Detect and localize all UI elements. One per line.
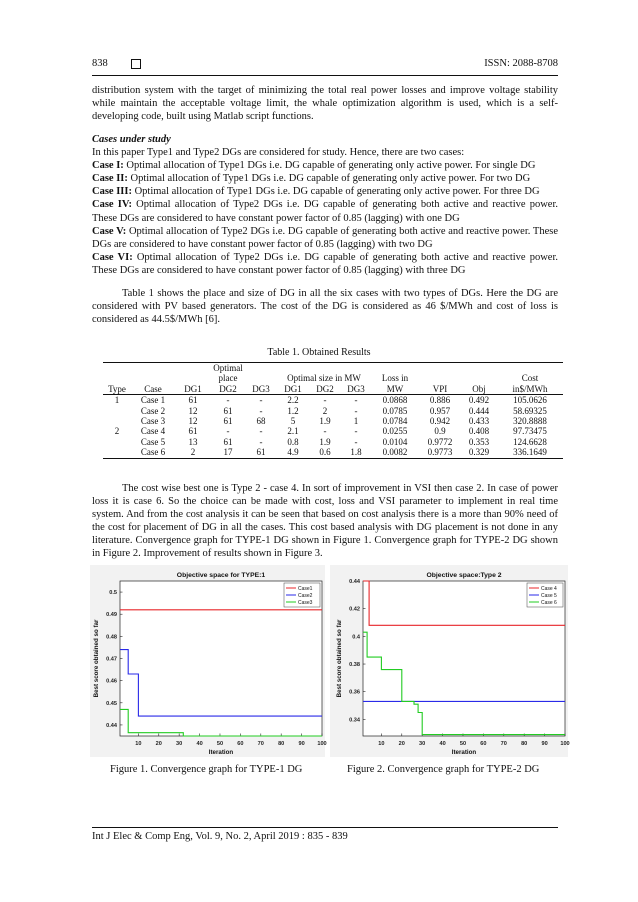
running-header [92,58,558,74]
col-type: Type [103,363,131,395]
legend-label: Case2 [298,593,313,599]
cell-type: 2 [114,426,120,437]
x-tick-label: 10 [135,741,142,747]
legend-label: Case 6 [541,600,557,606]
cases-intro: In this paper Type1 and Type2 DGs are considered for study. Hence, there are two cases: [92,147,465,159]
x-tick-label: 100 [317,741,327,747]
cell-s2: 1.9 [319,436,331,447]
x-tick-label: 60 [480,741,487,747]
col-optimal-size: Optimal size in MW [287,373,361,384]
y-tick-label: 0.47 [106,656,117,663]
cell-case: Case 3 [140,416,166,427]
y-tick-label: 0.44 [349,579,360,585]
x-tick-label: 70 [500,741,507,747]
cell-s1: 2.2 [287,395,299,406]
cell-loss: 0.0784 [382,416,408,427]
table-header-row [103,363,563,374]
cell-p1: 2 [175,447,211,458]
table-row [103,416,563,426]
intro-paragraph: distribution system with the target of minimizing the total real power losses and improve voltage stability while maintain the acceptable voltage limit, the whale optimization algorithm is used, which is a self-developing code, built using Matlab script functions. [92,85,558,123]
cell-obj: 0.353 [468,436,490,447]
cell-p3: 68 [256,416,266,427]
cell-case: Case 6 [131,447,175,458]
cell-s1: 0.8 [287,436,299,447]
cell-cost: 336.1649 [497,447,563,458]
cell-s2: - [323,395,327,406]
cell-case: Case 4 [140,426,166,437]
figure-1 [90,565,325,757]
x-tick-label: 90 [541,741,548,747]
x-axis-label: Iteration [451,749,477,756]
cases-heading: Cases under study [92,134,171,145]
x-tick-label: 50 [459,741,467,747]
legend-label: Case 5 [541,593,557,599]
cell-s3: - [354,436,358,447]
cell-s1: 1.2 [287,405,299,416]
case-item: Case VI: Optimal allocation of Type2 DGs i.e. DG capable of generating both active and reactive power. These DGs are considered to have constant power factor of 0.85 (lagging) with three DG [92,251,558,276]
cell-s2: - [323,426,327,437]
table-subheader-row: DG1 DG2 DG3 DG1 DG2 DG3 [103,384,563,395]
col-obj: Obj [461,363,497,395]
y-tick-label: 0.46 [106,678,117,685]
cell-p1: 13 [188,436,198,447]
col-vpi: VPI [419,363,461,395]
x-tick-label: 20 [155,741,162,747]
cell-p3: 61 [245,447,277,458]
cell-cost: 320.8888 [513,416,547,427]
cell-obj: 0.408 [468,426,490,437]
cell-s2: 0.6 [309,447,341,458]
y-axis-label: Best score obtained so far [336,619,343,698]
col-optimal-place-2: place [218,373,238,384]
cell-obj: 0.492 [468,395,490,406]
x-tick-label: 10 [378,741,385,747]
cell-p2: 61 [223,416,233,427]
y-axis-label: Best score obtained so far [93,619,100,698]
cell-p1: 12 [188,405,198,416]
cell-s3: - [354,405,358,416]
convergence-chart-type1 [90,565,325,757]
col-loss: Loss in MW [371,363,419,395]
cell-s3: - [354,395,358,406]
cell-p2: - [226,395,230,406]
cell-type [103,416,131,426]
cell-type: 1 [114,395,120,406]
cell-case: Case 1 [140,395,166,406]
col-optimal-place-1: Optimal [211,363,245,374]
cell-s3: 1 [353,416,359,427]
x-tick-label: 30 [176,741,183,747]
cell-s2: 2 [322,405,328,416]
cell-cost: 58.69325 [513,405,547,416]
y-tick-label: 0.36 [349,689,360,696]
x-tick-label: 70 [257,741,264,747]
checkbox-square-icon [131,59,141,69]
y-tick-label: 0.34 [349,717,360,724]
cell-type [103,437,131,447]
cell-loss: 0.0255 [382,426,408,437]
col-case: Case [131,363,175,395]
y-tick-label: 0.49 [106,612,117,619]
cell-obj: 0.329 [461,447,497,458]
table-row [103,437,563,447]
cell-p3: - [259,405,263,416]
cell-loss: 0.0785 [382,405,408,416]
case-item: Case II: Optimal allocation of Type1 DGs i.e. DG capable of generating only active power. For two DG [92,173,531,185]
page-number: 838 [92,58,108,69]
y-tick-label: 0.42 [349,606,360,613]
y-tick-label: 0.38 [349,662,360,669]
cell-case: Case 5 [140,436,166,447]
cell-loss: 0.0104 [382,436,408,447]
cell-cost: 105.0626 [513,395,547,406]
cell-type [103,447,131,458]
cell-p3: - [259,395,263,406]
x-tick-label: 30 [419,741,426,747]
table-paragraph: Table 1 shows the place and size of DG in all the six cases with two types of DGs. Here the DG are considered with PV based generators. The cost of the DG is considered as 46 $/MWh and cost of loss is considered as 44.5$/MWh [6]. [92,288,558,326]
cell-obj: 0.433 [468,416,490,427]
cell-s1: 4.9 [277,447,309,458]
figure-2 [330,565,568,757]
header-divider [92,75,558,76]
figure-1-caption: Figure 1. Convergence graph for TYPE-1 DG [110,764,303,775]
cases-section [92,133,558,277]
legend-label: Case3 [298,600,313,606]
footer-citation: Int J Elec & Comp Eng, Vol. 9, No. 2, April 2019 : 835 - 839 [92,831,348,842]
cell-s1: 2.1 [287,426,299,437]
cell-vpi: 0.957 [429,405,451,416]
cell-s2: 1.9 [319,416,331,427]
cell-s3: - [354,426,358,437]
cell-case: Case 2 [140,405,166,416]
table-caption: Table 1. Obtained Results [267,347,371,358]
cell-cost: 124.6628 [513,436,547,447]
x-tick-label: 80 [278,741,285,747]
convergence-chart-type2 [330,565,568,757]
case-item: Case V: Optimal allocation of Type2 DGs i.e. DG capable of generating both active and reactive power. These DGs are considered to have constant power factor of 0.85 (lagging) with two DG [92,225,558,250]
cell-vpi: 0.886 [429,395,451,406]
cell-type [103,406,131,416]
cell-p2: 61 [223,405,233,416]
table-row [103,395,563,406]
cell-p1: 61 [188,395,198,406]
figure-2-caption: Figure 2. Convergence graph for TYPE-2 DG [347,764,540,775]
cell-loss: 0.0082 [371,447,419,458]
y-tick-label: 0.4 [352,634,360,641]
cell-obj: 0.444 [468,405,490,416]
y-tick-label: 0.44 [106,722,117,729]
table-row [103,406,563,416]
y-tick-label: 0.45 [106,700,117,707]
y-tick-label: 0.48 [106,634,117,641]
y-tick-label: 0.5 [109,590,117,597]
cell-vpi: 0.9773 [419,447,461,458]
cell-p1: 61 [188,426,198,437]
legend-label: Case1 [298,586,313,592]
table-row [103,447,563,458]
case-item: Case I: Optimal allocation of Type1 DGs i.e. DG capable of generating only active power. For single DG [92,160,536,172]
x-tick-label: 100 [560,741,570,747]
cell-s3: 1.8 [341,447,371,458]
x-tick-label: 80 [521,741,528,747]
cell-p1: 12 [188,416,198,427]
cell-p3: - [259,426,263,437]
results-table [103,362,563,459]
chart-title: Objective space:Type 2 [426,572,502,579]
cell-cost: 97.73475 [513,426,547,437]
cell-p2: 61 [223,436,233,447]
chart-title: Objective space for TYPE:1 [176,572,266,579]
cell-vpi: 0.9 [434,426,446,437]
x-tick-label: 20 [398,741,405,747]
cell-p2: - [226,426,230,437]
case-item: Case IV: Optimal allocation of Type2 DGs i.e. DG capable of generating both active and reactive power. These DGs are considered to have constant power factor of 0.85 (lagging) with one DG [92,199,558,224]
legend-label: Case 4 [541,586,557,592]
x-axis-label: Iteration [208,749,234,756]
col-cost: Cost in$/MWh [497,363,563,395]
x-tick-label: 40 [439,741,446,747]
cell-p3: - [259,436,263,447]
footer-divider [92,827,558,828]
x-tick-label: 90 [298,741,305,747]
cell-loss: 0.0868 [382,395,408,406]
cell-vpi: 0.942 [429,416,451,427]
cell-s1: 5 [290,416,296,427]
cell-p2: 17 [211,447,245,458]
issn: ISSN: 2088-8708 [484,58,558,69]
table-row [103,426,563,436]
cell-vpi: 0.9772 [427,436,453,447]
x-tick-label: 40 [196,741,203,747]
discussion-paragraph: The cost wise best one is Type 2 - case 4. In sort of improvement in VSI then case 2. In case of power loss it is case 6. So the choice can be made with cost, loss and VSI parameter to implement in real time system. And from the cost analysis it can be seen that based on cost analysis there is a more than 90% need of the cost for placement of DG in all the cases. This cost based analysis with DG placement is not done in any literature. Convergence graph for TYPE-1 DG shown in Figure 1. Convergence graph for TYPE-2 DG shown in Figure 2. Improvement of results shown in Figure 3. [92,483,558,560]
x-tick-label: 60 [237,741,244,747]
x-tick-label: 50 [216,741,224,747]
case-item: Case III: Optimal allocation of Type1 DGs i.e. DG capable of generating only active power. For three DG [92,186,540,198]
